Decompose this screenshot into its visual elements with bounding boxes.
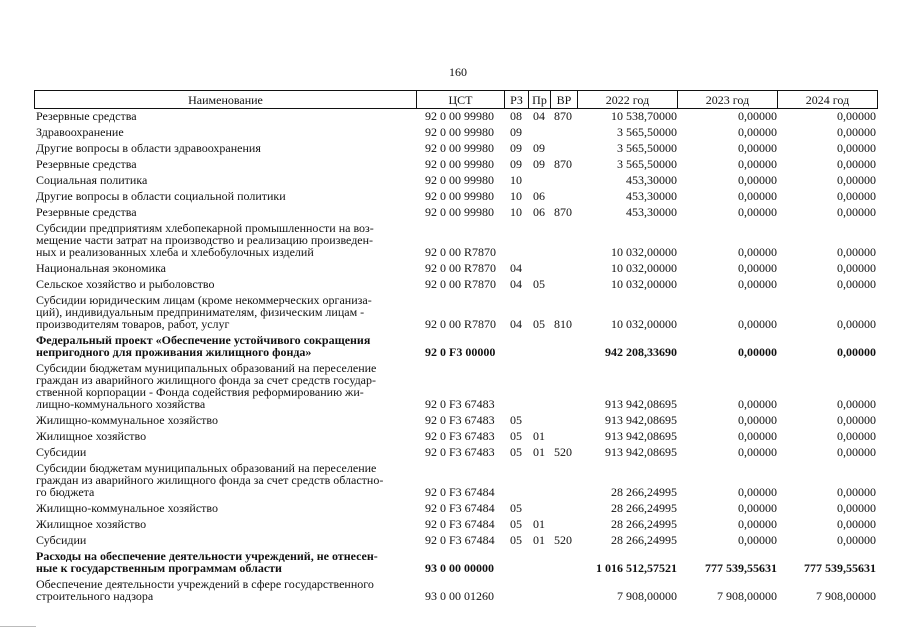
row-cst: 92 0 F3 67484: [425, 485, 495, 499]
table-row: [34, 294, 878, 330]
row-name: Федеральный проект «Обеспечение устойчивого сокращения непригодного для проживания жилищного фонда»: [36, 333, 371, 359]
row-2022: 10 032,00000: [611, 245, 677, 259]
row-cst: 92 0 00 99980: [425, 125, 494, 139]
table-row: [34, 502, 878, 514]
table-row: [34, 174, 878, 186]
row-cst: 92 0 F3 67484: [425, 501, 495, 515]
row-vr: 520: [554, 533, 572, 547]
row-cst: 92 0 00 99980: [425, 173, 494, 187]
row-2022: 913 942,08695: [605, 445, 677, 459]
row-2023: 0,00000: [738, 345, 777, 359]
row-rz: 04: [510, 277, 522, 291]
row-2022: 28 266,24995: [611, 485, 677, 499]
row-2023: 0,00000: [738, 245, 777, 259]
table-row: [34, 578, 878, 602]
row-2023: 0,00000: [738, 397, 777, 411]
row-name: Резервные средства: [36, 109, 137, 123]
row-2022: 28 266,24995: [611, 533, 677, 547]
row-pr: 01: [533, 533, 545, 547]
table-row: [34, 518, 878, 530]
table-row: [34, 550, 878, 574]
row-2022: 7 908,00000: [617, 589, 677, 603]
row-vr: 810: [554, 317, 572, 331]
row-2024: 0,00000: [837, 345, 876, 359]
row-cst: 92 0 F3 67483: [425, 413, 495, 427]
row-2022: 10 032,00000: [611, 277, 677, 291]
table-row: [34, 110, 878, 122]
row-pr: 09: [533, 157, 545, 171]
row-2024: 0,00000: [837, 109, 876, 123]
row-2024: 0,00000: [837, 501, 876, 515]
header-rz: РЗ: [505, 91, 529, 108]
row-pr: 01: [533, 517, 545, 531]
header-cst: ЦСТ: [417, 91, 505, 108]
row-vr: 870: [554, 109, 572, 123]
row-name: Расходы на обеспечение деятельности учреждений, не отнесен- ные к государственным программам области: [36, 549, 378, 575]
row-rz: 04: [510, 317, 522, 331]
row-rz: 09: [510, 157, 522, 171]
row-cst: 92 0 00 99980: [425, 141, 494, 155]
row-name: Субсидии юридическим лицам (кроме некоммерческих организа- ций), индивидуальным предпринимателям, физическим лицам - производителям товаров, работ, услуг: [36, 293, 372, 331]
row-2024: 0,00000: [837, 261, 876, 275]
header-pr: Пр: [529, 91, 551, 108]
row-2022: 1 016 512,57521: [596, 561, 677, 575]
row-2023: 0,00000: [738, 109, 777, 123]
row-cst: 92 0 00 R7870: [425, 261, 497, 275]
row-rz: 05: [510, 429, 522, 443]
row-rz: 04: [510, 261, 522, 275]
row-2022: 942 208,33690: [605, 345, 677, 359]
header-name: Наименование: [35, 91, 417, 108]
row-cst: 92 0 00 R7870: [425, 277, 497, 291]
row-rz: 05: [510, 413, 522, 427]
row-2024: 0,00000: [837, 141, 876, 155]
row-name: Другие вопросы в области здравоохранения: [36, 141, 261, 155]
row-2022: 28 266,24995: [611, 517, 677, 531]
table-row: [34, 142, 878, 154]
row-2022: 10 032,00000: [611, 261, 677, 275]
row-2024: 0,00000: [837, 317, 876, 331]
row-2023: 0,00000: [738, 173, 777, 187]
row-2024: 0,00000: [837, 485, 876, 499]
row-name: Социальная политика: [36, 173, 148, 187]
row-2023: 0,00000: [738, 205, 777, 219]
row-2023: 0,00000: [738, 413, 777, 427]
table-row: [34, 126, 878, 138]
row-rz: 10: [510, 173, 522, 187]
row-cst: 92 0 F3 67484: [425, 517, 495, 531]
row-name: Субсидии бюджетам муниципальных образований на переселение граждан из аварийного жилищного фонда за счет средств государ- ственной корпорации - Фонда содействия реформированию жи- лищно-коммунального хозяйства: [36, 361, 377, 411]
row-rz: 05: [510, 533, 522, 547]
row-cst: 92 0 00 99980: [425, 157, 494, 171]
row-name: Жилищно-коммунальное хозяйство: [36, 501, 219, 515]
row-2022: 10 538,70000: [611, 109, 677, 123]
page-number: 160: [449, 65, 467, 79]
row-name: Субсидии: [36, 533, 87, 547]
row-2022: 28 266,24995: [611, 501, 677, 515]
row-rz: 05: [510, 501, 522, 515]
row-name: Обеспечение деятельности учреждений в сфере государственного строительного надзора: [36, 577, 374, 603]
row-2024: 0,00000: [837, 533, 876, 547]
row-cst: 93 0 00 01260: [425, 589, 494, 603]
row-vr: 870: [554, 157, 572, 171]
row-2024: 0,00000: [837, 205, 876, 219]
row-name: Здравоохранение: [36, 125, 124, 139]
row-cst: 92 0 00 R7870: [425, 317, 497, 331]
table-row: [34, 222, 878, 258]
row-pr: 09: [533, 141, 545, 155]
row-2024: 0,00000: [837, 277, 876, 291]
header-vr: ВР: [551, 91, 578, 108]
scan-edge-mark: [0, 626, 36, 627]
row-rz: 09: [510, 141, 522, 155]
row-cst: 93 0 00 00000: [425, 561, 494, 575]
table-row: [34, 334, 878, 358]
row-2024: 0,00000: [837, 173, 876, 187]
row-cst: 92 0 00 99980: [425, 205, 494, 219]
row-2022: 3 565,50000: [617, 157, 677, 171]
row-pr: 01: [533, 429, 545, 443]
table-row: [34, 362, 878, 410]
row-pr: 01: [533, 445, 545, 459]
row-name: Субсидии: [36, 445, 87, 459]
row-2022: 453,30000: [626, 173, 677, 187]
row-2023: 0,00000: [738, 125, 777, 139]
row-cst: 92 0 F3 67483: [425, 397, 495, 411]
row-2024: 0,00000: [837, 245, 876, 259]
row-2024: 0,00000: [837, 445, 876, 459]
row-2024: 0,00000: [837, 397, 876, 411]
row-rz: 09: [510, 125, 522, 139]
row-name: Резервные средства: [36, 157, 137, 171]
row-cst: 92 0 F3 67484: [425, 533, 495, 547]
row-2023: 7 908,00000: [717, 589, 777, 603]
row-2022: 3 565,50000: [617, 125, 677, 139]
row-2022: 3 565,50000: [617, 141, 677, 155]
table-header: [34, 90, 878, 109]
row-name: Национальная экономика: [36, 261, 166, 275]
row-pr: 06: [533, 205, 545, 219]
table-row: [34, 534, 878, 546]
row-2024: 7 908,00000: [816, 589, 876, 603]
row-pr: 04: [533, 109, 545, 123]
table-row: [34, 190, 878, 202]
row-2023: 0,00000: [738, 157, 777, 171]
table-row: [34, 446, 878, 458]
row-2024: 0,00000: [837, 125, 876, 139]
row-rz: 10: [510, 205, 522, 219]
row-name: Резервные средства: [36, 205, 137, 219]
row-rz: 05: [510, 517, 522, 531]
row-2024: 0,00000: [837, 429, 876, 443]
row-cst: 92 0 F3 67483: [425, 429, 495, 443]
row-2022: 913 942,08695: [605, 429, 677, 443]
row-name: Сельское хозяйство и рыболовство: [36, 277, 215, 291]
row-2022: 10 032,00000: [611, 317, 677, 331]
row-2023: 0,00000: [738, 317, 777, 331]
row-name: Другие вопросы в области социальной политики: [36, 189, 286, 203]
row-name: Жилищное хозяйство: [36, 429, 147, 443]
table-row: [34, 158, 878, 170]
table-row: [34, 462, 878, 498]
row-name: Субсидии бюджетам муниципальных образований на переселение граждан из аварийного жилищного фонда за счет средств областно- го бюджета: [36, 461, 384, 499]
row-cst: 92 0 F3 67483: [425, 445, 495, 459]
header-2023: 2023 год: [678, 91, 778, 108]
table-row: [34, 414, 878, 426]
row-cst: 92 0 00 99980: [425, 109, 494, 123]
row-2022: 453,30000: [626, 189, 677, 203]
header-2024: 2024 год: [805, 93, 850, 107]
row-vr: 520: [554, 445, 572, 459]
row-2024: 777 539,55631: [804, 561, 876, 575]
row-name: Субсидии предприятиям хлебопекарной промышленности на воз- мещение части затрат на производство и реализацию произведен- ных и реализованных хлеба и хлебобулочных изделий: [36, 221, 374, 259]
row-vr: 870: [554, 205, 572, 219]
table-row: [34, 262, 878, 274]
row-pr: 05: [533, 277, 545, 291]
table-row: [34, 430, 878, 442]
row-2024: 0,00000: [837, 157, 876, 171]
row-2023: 0,00000: [738, 517, 777, 531]
row-2023: 0,00000: [738, 445, 777, 459]
row-2023: 0,00000: [738, 533, 777, 547]
row-2022: 913 942,08695: [605, 413, 677, 427]
row-2023: 0,00000: [738, 429, 777, 443]
row-2023: 0,00000: [738, 141, 777, 155]
row-rz: 08: [510, 109, 522, 123]
row-cst: 92 0 F3 00000: [425, 345, 496, 359]
row-2023: 0,00000: [738, 277, 777, 291]
row-pr: 05: [533, 317, 545, 331]
row-2023: 0,00000: [738, 189, 777, 203]
row-2023: 0,00000: [738, 485, 777, 499]
row-2024: 0,00000: [837, 413, 876, 427]
row-rz: 05: [510, 445, 522, 459]
row-2023: 777 539,55631: [705, 561, 777, 575]
row-name: Жилищное хозяйство: [36, 517, 147, 531]
row-2022: 453,30000: [626, 205, 677, 219]
row-cst: 92 0 00 99980: [425, 189, 494, 203]
row-2023: 0,00000: [738, 261, 777, 275]
row-cst: 92 0 00 R7870: [425, 245, 497, 259]
row-2022: 913 942,08695: [605, 397, 677, 411]
row-2023: 0,00000: [738, 501, 777, 515]
row-rz: 10: [510, 189, 522, 203]
row-name: Жилищно-коммунальное хозяйство: [36, 413, 219, 427]
row-2024: 0,00000: [837, 189, 876, 203]
header-2022: 2022 год: [578, 91, 678, 108]
row-2024: 0,00000: [837, 517, 876, 531]
table-row: [34, 278, 878, 290]
row-pr: 06: [533, 189, 545, 203]
table-row: [34, 206, 878, 218]
